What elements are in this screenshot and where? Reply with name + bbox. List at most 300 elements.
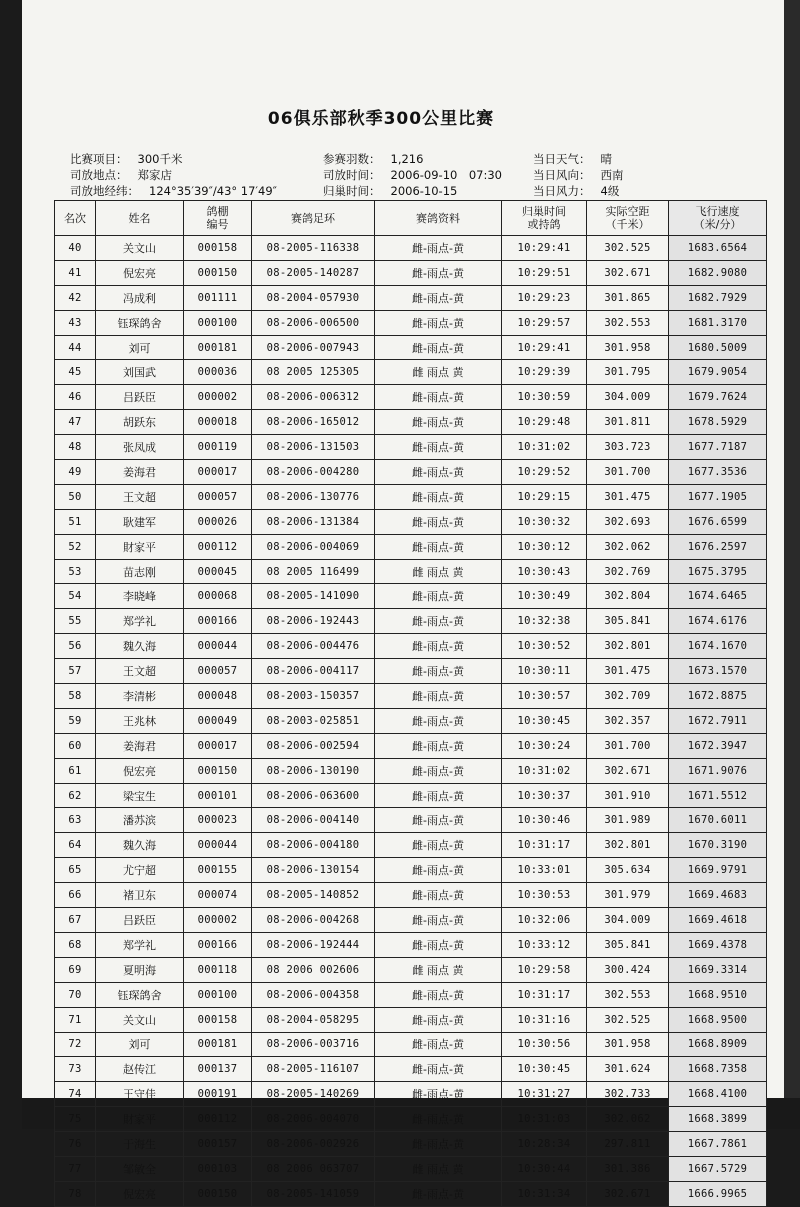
table-row	[55, 509, 767, 534]
scan-edge-right	[784, 0, 800, 1129]
cell-time: 10:31:27	[502, 1082, 587, 1107]
cell-speed: 1668.3899	[669, 1107, 767, 1132]
cell-info: 雌-雨点-黄	[375, 460, 502, 485]
meta-birds-label: 参赛羽数：	[323, 152, 381, 166]
meta-wind-direction	[533, 167, 624, 183]
cell-loft: 000068	[184, 584, 252, 609]
cell-rank: 70	[55, 982, 96, 1007]
cell-loft: 000023	[184, 808, 252, 833]
cell-loft: 000166	[184, 932, 252, 957]
cell-name: 郑学礼	[96, 932, 184, 957]
cell-name: 魏久海	[96, 833, 184, 858]
cell-speed: 1680.5009	[669, 335, 767, 360]
header-distance	[587, 201, 669, 236]
table-body	[55, 236, 767, 1207]
cell-loft: 000002	[184, 385, 252, 410]
cell-speed: 1668.9510	[669, 982, 767, 1007]
cell-info: 雌-雨点-黄	[375, 982, 502, 1007]
cell-speed: 1683.6564	[669, 236, 767, 261]
cell-name: 褚卫东	[96, 883, 184, 908]
cell-time: 10:31:02	[502, 435, 587, 460]
cell-loft: 000017	[184, 460, 252, 485]
cell-distance: 301.910	[587, 783, 669, 808]
cell-name: 姜海君	[96, 733, 184, 758]
cell-loft: 000100	[184, 310, 252, 335]
table-row	[55, 1132, 767, 1157]
cell-time: 10:31:17	[502, 982, 587, 1007]
cell-rank: 54	[55, 584, 96, 609]
cell-rank: 56	[55, 634, 96, 659]
cell-time: 10:28:34	[502, 1132, 587, 1157]
cell-name: 胡跃东	[96, 410, 184, 435]
cell-ring: 08-2006-004070	[252, 1107, 375, 1132]
cell-ring: 08 2005 125305	[252, 360, 375, 385]
cell-name: 钰琛鸽舍	[96, 982, 184, 1007]
cell-info: 雌-雨点-黄	[375, 285, 502, 310]
cell-name: 梁宝生	[96, 783, 184, 808]
cell-distance: 301.865	[587, 285, 669, 310]
meta-return-time-label: 归巢时间：	[323, 184, 381, 198]
cell-rank: 48	[55, 435, 96, 460]
cell-loft: 000026	[184, 509, 252, 534]
cell-distance: 302.357	[587, 708, 669, 733]
cell-speed: 1677.7187	[669, 435, 767, 460]
cell-ring: 08-2006-006312	[252, 385, 375, 410]
cell-ring: 08-2006-004140	[252, 808, 375, 833]
cell-rank: 41	[55, 260, 96, 285]
cell-name: 冯成利	[96, 285, 184, 310]
cell-distance: 300.424	[587, 957, 669, 982]
table-row	[55, 1032, 767, 1057]
cell-distance: 302.709	[587, 684, 669, 709]
cell-ring: 08-2006-130190	[252, 758, 375, 783]
header-speed-line1: 飞行速度	[695, 205, 740, 218]
meta-wind-force-value: 4级	[600, 184, 620, 198]
cell-info: 雌-雨点-黄	[375, 260, 502, 285]
cell-distance: 302.062	[587, 534, 669, 559]
cell-rank: 72	[55, 1032, 96, 1057]
cell-loft: 000049	[184, 708, 252, 733]
cell-speed: 1674.6465	[669, 584, 767, 609]
cell-ring: 08-2006-004358	[252, 982, 375, 1007]
cell-loft: 000101	[184, 783, 252, 808]
cell-distance: 301.700	[587, 460, 669, 485]
cell-time: 10:33:12	[502, 932, 587, 957]
cell-loft: 000057	[184, 484, 252, 509]
cell-ring: 08-2005-116338	[252, 236, 375, 261]
cell-name: 张凤成	[96, 435, 184, 460]
header-loft	[184, 201, 252, 236]
cell-ring: 08 2006 063707	[252, 1156, 375, 1181]
cell-speed: 1668.9500	[669, 1007, 767, 1032]
cell-distance: 301.958	[587, 335, 669, 360]
cell-ring: 08-2006-004268	[252, 908, 375, 933]
cell-distance: 302.671	[587, 1181, 669, 1206]
cell-speed: 1682.7929	[669, 285, 767, 310]
cell-rank: 65	[55, 858, 96, 883]
meta-project	[70, 151, 182, 167]
table-header-row	[55, 201, 767, 236]
cell-time: 10:31:02	[502, 758, 587, 783]
cell-time: 10:32:06	[502, 908, 587, 933]
cell-loft: 000018	[184, 410, 252, 435]
table-row	[55, 310, 767, 335]
cell-distance: 305.841	[587, 609, 669, 634]
header-distance-line2: （千米）	[605, 218, 650, 231]
cell-info: 雌 雨点 黄	[375, 957, 502, 982]
cell-loft: 000044	[184, 833, 252, 858]
meta-coords-label: 司放地经纬：	[70, 184, 139, 198]
cell-time: 10:30:45	[502, 708, 587, 733]
cell-ring: 08-2006-006500	[252, 310, 375, 335]
table-row	[55, 410, 767, 435]
cell-name: 赵传江	[96, 1057, 184, 1082]
cell-rank: 62	[55, 783, 96, 808]
cell-distance: 302.553	[587, 310, 669, 335]
cell-info: 雌-雨点-黄	[375, 1082, 502, 1107]
cell-name: 吕跃臣	[96, 385, 184, 410]
table-row	[55, 659, 767, 684]
cell-loft: 000112	[184, 534, 252, 559]
cell-distance: 301.624	[587, 1057, 669, 1082]
cell-name: 耿建军	[96, 509, 184, 534]
cell-loft: 000002	[184, 908, 252, 933]
cell-name: 王文超	[96, 484, 184, 509]
cell-rank: 50	[55, 484, 96, 509]
cell-distance: 302.801	[587, 634, 669, 659]
cell-loft: 000158	[184, 1007, 252, 1032]
cell-ring: 08-2006-004117	[252, 659, 375, 684]
cell-ring: 08 2005 116499	[252, 559, 375, 584]
cell-speed: 1671.5512	[669, 783, 767, 808]
cell-info: 雌-雨点-黄	[375, 1107, 502, 1132]
header-name: 姓名	[96, 201, 184, 236]
header-time	[502, 201, 587, 236]
header-info: 赛鸽资料	[375, 201, 502, 236]
cell-distance: 302.804	[587, 584, 669, 609]
cell-loft: 000103	[184, 1156, 252, 1181]
table-row	[55, 335, 767, 360]
cell-time: 10:33:01	[502, 858, 587, 883]
table-row	[55, 285, 767, 310]
cell-info: 雌-雨点-黄	[375, 1181, 502, 1206]
cell-time: 10:29:39	[502, 360, 587, 385]
cell-loft: 000158	[184, 236, 252, 261]
cell-rank: 63	[55, 808, 96, 833]
cell-speed: 1679.7624	[669, 385, 767, 410]
cell-ring: 08-2006-002594	[252, 733, 375, 758]
cell-time: 10:29:52	[502, 460, 587, 485]
cell-distance: 301.700	[587, 733, 669, 758]
cell-rank: 78	[55, 1181, 96, 1206]
cell-loft: 000137	[184, 1057, 252, 1082]
cell-name: 倪宏亮	[96, 260, 184, 285]
cell-time: 10:30:32	[502, 509, 587, 534]
cell-rank: 42	[55, 285, 96, 310]
cell-distance: 301.795	[587, 360, 669, 385]
cell-ring: 08-2005-140852	[252, 883, 375, 908]
cell-rank: 66	[55, 883, 96, 908]
cell-rank: 46	[55, 385, 96, 410]
cell-name: 关文山	[96, 1007, 184, 1032]
cell-speed: 1676.6599	[669, 509, 767, 534]
cell-name: 刘可	[96, 335, 184, 360]
meta-coords	[70, 183, 277, 199]
cell-distance: 302.693	[587, 509, 669, 534]
cell-distance: 301.979	[587, 883, 669, 908]
cell-time: 10:29:58	[502, 957, 587, 982]
cell-distance: 302.525	[587, 236, 669, 261]
cell-name: 財家平	[96, 1107, 184, 1132]
cell-name: 郑学礼	[96, 609, 184, 634]
cell-loft: 000074	[184, 883, 252, 908]
cell-name: 刘可	[96, 1032, 184, 1057]
cell-ring: 08-2006-003716	[252, 1032, 375, 1057]
cell-name: 李清彬	[96, 684, 184, 709]
meta-wind-force	[533, 183, 619, 199]
cell-time: 10:29:23	[502, 285, 587, 310]
cell-info: 雌-雨点-黄	[375, 758, 502, 783]
cell-info: 雌-雨点-黄	[375, 310, 502, 335]
table-row	[55, 559, 767, 584]
cell-time: 10:30:37	[502, 783, 587, 808]
cell-loft: 000045	[184, 559, 252, 584]
cell-loft: 000191	[184, 1082, 252, 1107]
cell-speed: 1668.4100	[669, 1082, 767, 1107]
table-row	[55, 385, 767, 410]
cell-speed: 1677.1905	[669, 484, 767, 509]
cell-name: 吕跃臣	[96, 908, 184, 933]
cell-speed: 1670.3190	[669, 833, 767, 858]
cell-info: 雌-雨点-黄	[375, 858, 502, 883]
cell-rank: 55	[55, 609, 96, 634]
table-row	[55, 833, 767, 858]
cell-loft: 000181	[184, 1032, 252, 1057]
header-loft-line1: 鸽棚	[206, 205, 229, 218]
cell-distance: 305.634	[587, 858, 669, 883]
meta-birds-value: 1,216	[390, 152, 424, 166]
cell-speed: 1674.6176	[669, 609, 767, 634]
table-row	[55, 1107, 767, 1132]
results-table	[54, 200, 767, 1207]
meta-project-value: 300千米	[137, 152, 183, 166]
meta-return-time	[323, 183, 457, 199]
cell-name: 王守佳	[96, 1082, 184, 1107]
table-row	[55, 883, 767, 908]
cell-rank: 69	[55, 957, 96, 982]
cell-info: 雌-雨点-黄	[375, 932, 502, 957]
cell-loft: 000048	[184, 684, 252, 709]
cell-rank: 53	[55, 559, 96, 584]
cell-info: 雌-雨点-黄	[375, 1057, 502, 1082]
cell-info: 雌-雨点-黄	[375, 634, 502, 659]
cell-ring: 08-2006-007943	[252, 335, 375, 360]
table-row	[55, 260, 767, 285]
table-row	[55, 733, 767, 758]
cell-info: 雌-雨点-黄	[375, 385, 502, 410]
cell-speed: 1679.9054	[669, 360, 767, 385]
cell-ring: 08-2006-002926	[252, 1132, 375, 1157]
cell-ring: 08-2006-004180	[252, 833, 375, 858]
document-title: 06俱乐部秋季300公里比赛	[267, 109, 495, 129]
meta-release-time-value: 2006-09-10 07:30	[390, 168, 502, 182]
cell-loft: 000100	[184, 982, 252, 1007]
cell-distance: 301.475	[587, 659, 669, 684]
meta-release-time-label: 司放时间：	[323, 168, 381, 182]
cell-ring: 08-2005-116107	[252, 1057, 375, 1082]
cell-time: 10:30:11	[502, 659, 587, 684]
table-row	[55, 1082, 767, 1107]
cell-time: 10:31:17	[502, 833, 587, 858]
cell-ring: 08-2005-141059	[252, 1181, 375, 1206]
cell-rank: 44	[55, 335, 96, 360]
cell-info: 雌-雨点-黄	[375, 833, 502, 858]
table-row	[55, 908, 767, 933]
cell-speed: 1678.5929	[669, 410, 767, 435]
header-speed	[669, 201, 767, 236]
cell-time: 10:31:03	[502, 1107, 587, 1132]
cell-ring: 08-2006-004069	[252, 534, 375, 559]
cell-rank: 77	[55, 1156, 96, 1181]
table-row	[55, 808, 767, 833]
cell-distance: 302.553	[587, 982, 669, 1007]
cell-distance: 304.009	[587, 385, 669, 410]
cell-time: 10:29:41	[502, 236, 587, 261]
header-time-line1: 归巢时间	[522, 205, 566, 218]
meta-wind-direction-value: 西南	[600, 168, 624, 182]
cell-name: 李晓峰	[96, 584, 184, 609]
cell-info: 雌-雨点-黄	[375, 1132, 502, 1157]
cell-time: 10:30:44	[502, 1156, 587, 1181]
cell-info: 雌-雨点-黄	[375, 509, 502, 534]
cell-name: 倪宏亮	[96, 1181, 184, 1206]
cell-loft: 000150	[184, 758, 252, 783]
header-ring: 赛鸽足环	[252, 201, 375, 236]
cell-loft: 000118	[184, 957, 252, 982]
cell-speed: 1667.7861	[669, 1132, 767, 1157]
table-row	[55, 1057, 767, 1082]
cell-rank: 59	[55, 708, 96, 733]
cell-rank: 45	[55, 360, 96, 385]
cell-name: 关文山	[96, 236, 184, 261]
cell-name: 姜海君	[96, 460, 184, 485]
cell-time: 10:30:43	[502, 559, 587, 584]
meta-return-time-value: 2006-10-15	[390, 184, 458, 198]
cell-time: 10:29:57	[502, 310, 587, 335]
cell-distance: 297.811	[587, 1132, 669, 1157]
cell-distance: 302.671	[587, 758, 669, 783]
cell-info: 雌-雨点-黄	[375, 335, 502, 360]
cell-info: 雌-雨点-黄	[375, 236, 502, 261]
table-row	[55, 783, 767, 808]
table-row	[55, 634, 767, 659]
cell-ring: 08-2005-140287	[252, 260, 375, 285]
cell-name: 苗志刚	[96, 559, 184, 584]
cell-speed: 1669.4378	[669, 932, 767, 957]
cell-info: 雌-雨点-黄	[375, 1032, 502, 1057]
cell-distance: 302.801	[587, 833, 669, 858]
cell-info: 雌-雨点-黄	[375, 609, 502, 634]
table-row	[55, 360, 767, 385]
cell-info: 雌 雨点 黄	[375, 559, 502, 584]
table-row	[55, 1156, 767, 1181]
cell-info: 雌-雨点-黄	[375, 684, 502, 709]
meta-release-place-label: 司放地点：	[70, 168, 128, 182]
cell-ring: 08-2006-063600	[252, 783, 375, 808]
cell-info: 雌-雨点-黄	[375, 883, 502, 908]
cell-name: 魏久海	[96, 634, 184, 659]
cell-speed: 1672.7911	[669, 708, 767, 733]
cell-ring: 08-2006-004280	[252, 460, 375, 485]
cell-ring: 08-2006-192443	[252, 609, 375, 634]
cell-info: 雌-雨点-黄	[375, 733, 502, 758]
table-row	[55, 484, 767, 509]
cell-loft: 000112	[184, 1107, 252, 1132]
cell-name: 王兆林	[96, 708, 184, 733]
table-row	[55, 957, 767, 982]
cell-ring: 08-2003-150357	[252, 684, 375, 709]
header-loft-line2: 编号	[206, 218, 229, 231]
table-row	[55, 708, 767, 733]
meta-weather-value: 晴	[600, 152, 612, 166]
cell-ring: 08-2006-130154	[252, 858, 375, 883]
table-row	[55, 460, 767, 485]
cell-loft: 000181	[184, 335, 252, 360]
cell-ring: 08-2003-025851	[252, 708, 375, 733]
cell-speed: 1668.8909	[669, 1032, 767, 1057]
cell-distance: 302.769	[587, 559, 669, 584]
cell-rank: 60	[55, 733, 96, 758]
cell-time: 10:30:52	[502, 634, 587, 659]
cell-loft: 000150	[184, 1181, 252, 1206]
cell-ring: 08-2004-058295	[252, 1007, 375, 1032]
cell-speed: 1677.3536	[669, 460, 767, 485]
cell-rank: 52	[55, 534, 96, 559]
cell-name: 邹敏全	[96, 1156, 184, 1181]
cell-info: 雌-雨点-黄	[375, 708, 502, 733]
cell-ring: 08-2006-004476	[252, 634, 375, 659]
table-row	[55, 1181, 767, 1206]
cell-speed: 1669.3314	[669, 957, 767, 982]
cell-info: 雌 雨点 黄	[375, 360, 502, 385]
cell-info: 雌 雨点 黄	[375, 1156, 502, 1181]
cell-time: 10:31:16	[502, 1007, 587, 1032]
cell-loft: 000017	[184, 733, 252, 758]
cell-time: 10:30:45	[502, 1057, 587, 1082]
cell-rank: 58	[55, 684, 96, 709]
cell-name: 倪宏亮	[96, 758, 184, 783]
cell-loft: 000057	[184, 659, 252, 684]
cell-name: 財家平	[96, 534, 184, 559]
cell-time: 10:30:49	[502, 584, 587, 609]
cell-speed: 1667.5729	[669, 1156, 767, 1181]
cell-info: 雌-雨点-黄	[375, 808, 502, 833]
cell-rank: 64	[55, 833, 96, 858]
cell-info: 雌-雨点-黄	[375, 908, 502, 933]
cell-rank: 47	[55, 410, 96, 435]
cell-speed: 1681.3170	[669, 310, 767, 335]
cell-distance: 301.386	[587, 1156, 669, 1181]
cell-loft: 000036	[184, 360, 252, 385]
table-row	[55, 932, 767, 957]
table-row	[55, 758, 767, 783]
cell-speed: 1669.4683	[669, 883, 767, 908]
cell-speed: 1666.9965	[669, 1181, 767, 1206]
cell-info: 雌-雨点-黄	[375, 584, 502, 609]
table-row	[55, 684, 767, 709]
meta-coords-value: 124°35′39″/43° 17′49″	[149, 184, 277, 198]
cell-name: 潘苏滨	[96, 808, 184, 833]
